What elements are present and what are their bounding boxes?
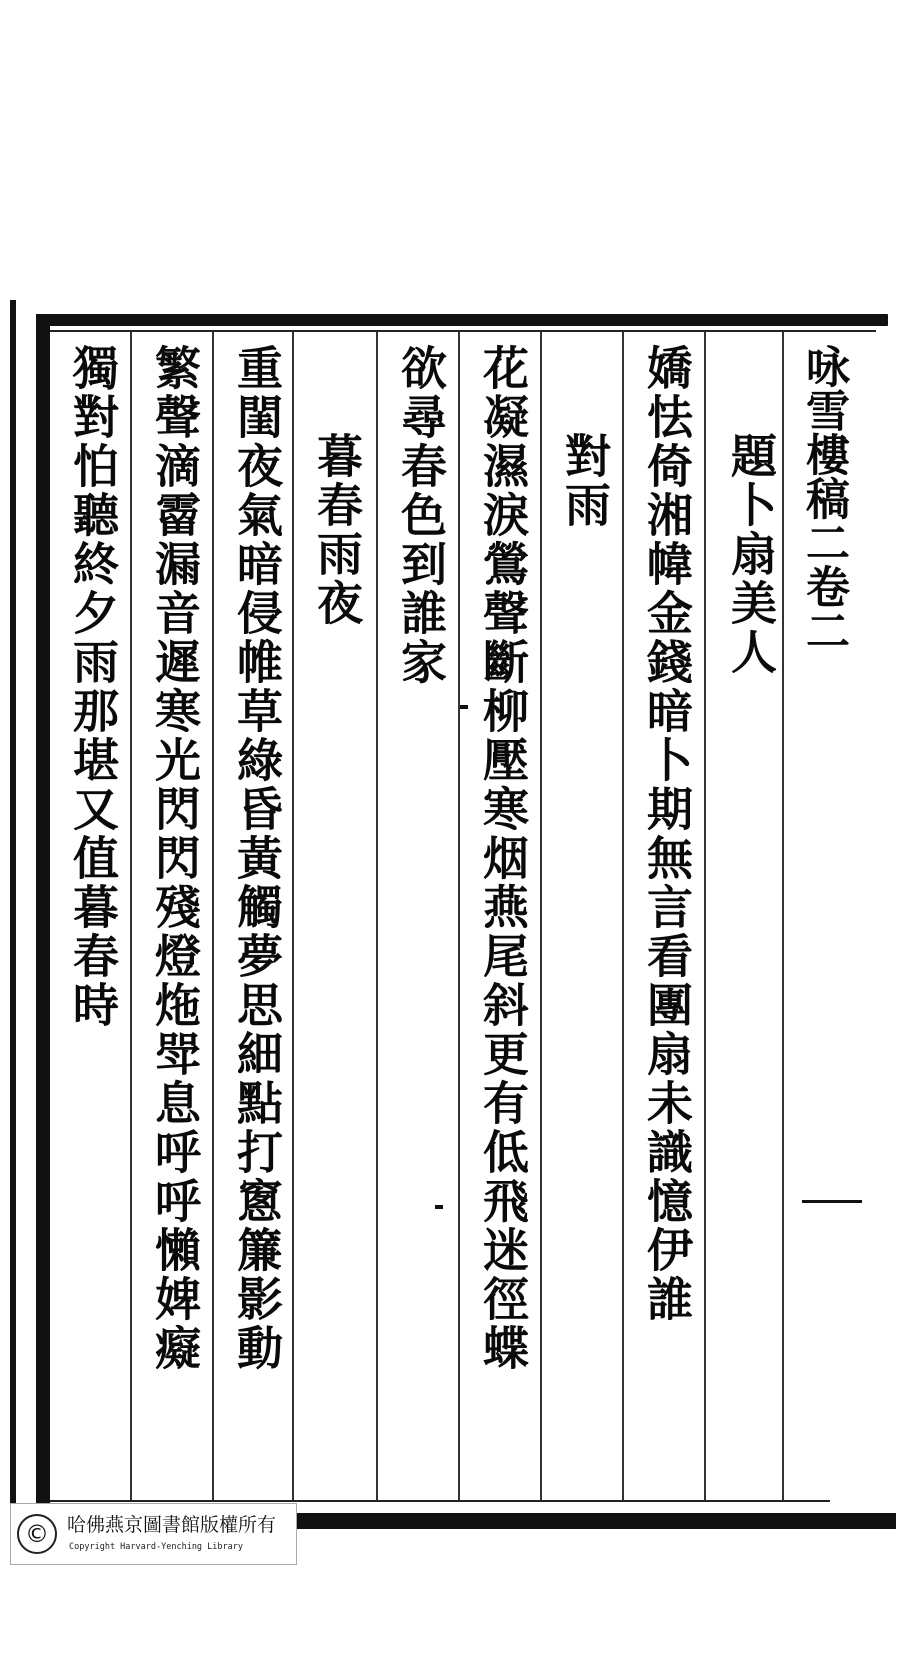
section-marker: 二 bbox=[798, 520, 849, 564]
poem-title: 暮春雨夜 bbox=[310, 432, 364, 628]
poem-line: 花凝濕淚鶯聲斷柳壓寒烟燕尾斜更有低飛迷徑蝶 bbox=[476, 344, 530, 1373]
ink-speck bbox=[460, 705, 468, 709]
margin-column bbox=[786, 332, 860, 652]
page-edge bbox=[10, 300, 16, 1555]
poem-line: 欲尋春色到誰家 bbox=[394, 344, 448, 687]
copyright-chinese: 哈佛燕京圖書館版權所有 bbox=[67, 1514, 277, 1536]
column-rule bbox=[376, 332, 378, 1500]
poem-line: 繁聲滴霤漏音遲寒光閃閃殘燈炧斝息呼呼懶婢癡 bbox=[148, 344, 202, 1373]
frame-inner-border-bottom bbox=[50, 1500, 830, 1502]
book-page bbox=[10, 300, 888, 1570]
book-title: 咏雪樓稿 bbox=[798, 344, 849, 520]
volume-label: 卷二 bbox=[798, 564, 849, 652]
copyright-stamp bbox=[10, 1503, 297, 1565]
frame-border-left bbox=[36, 314, 50, 1524]
ink-speck bbox=[435, 1205, 443, 1209]
frame-border-top bbox=[36, 314, 888, 326]
poem-line: 獨對怕聽終夕雨那堪又值暮春時 bbox=[66, 344, 120, 1030]
poem-title: 對雨 bbox=[558, 432, 612, 530]
poem-title: 題卜扇美人 bbox=[724, 432, 778, 677]
poem-line: 重閨夜氣暗侵帷草綠昏黃觸夢思細點打窻簾影動 bbox=[230, 344, 284, 1373]
poem-line: 嬌怯倚湘幃金錢暗卜期無言看團扇未識憶伊誰 bbox=[640, 344, 694, 1324]
fold-mark bbox=[802, 1200, 862, 1203]
copyright-english: Copyright Harvard-Yenching Library bbox=[69, 1542, 243, 1552]
copyright-icon: © bbox=[17, 1514, 57, 1554]
